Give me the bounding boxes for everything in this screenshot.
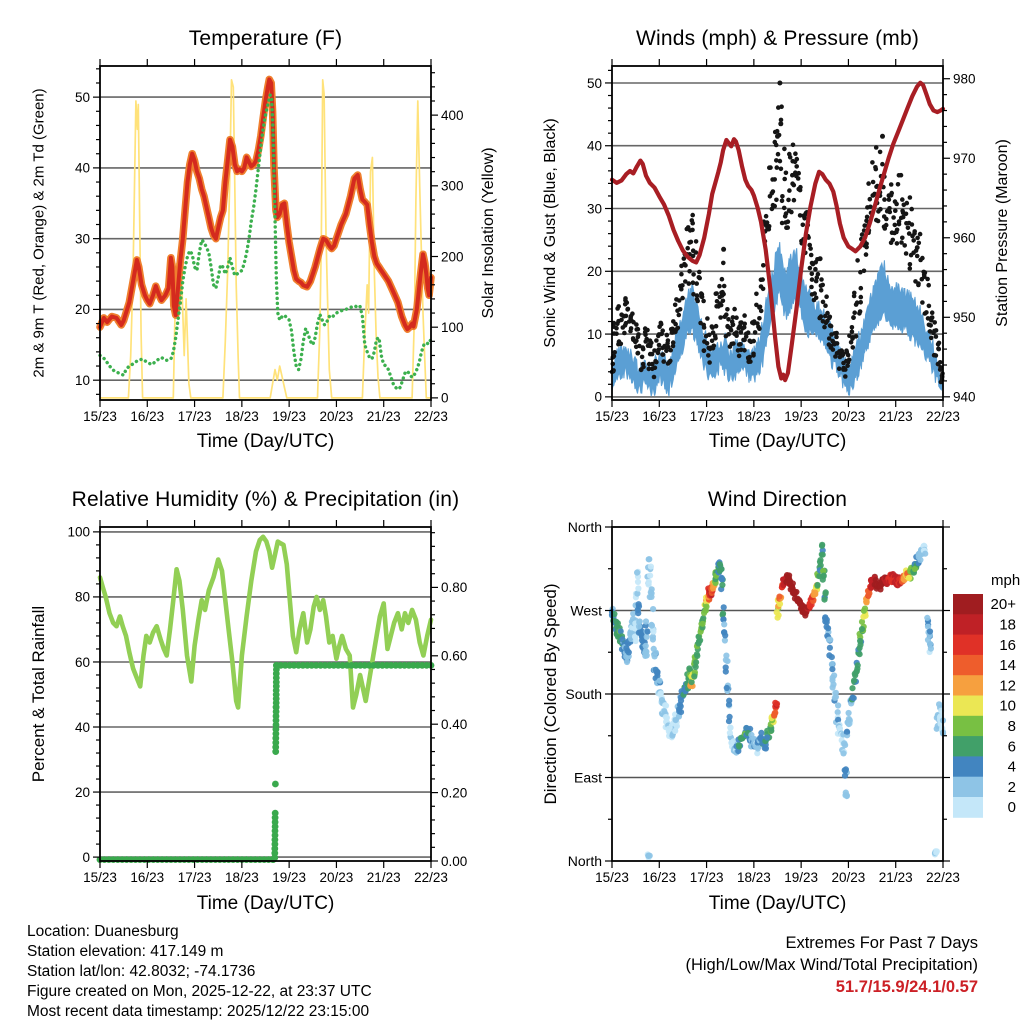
svg-text:40: 40 [74, 160, 90, 176]
svg-text:20/23: 20/23 [319, 870, 354, 885]
svg-text:16: 16 [999, 636, 1016, 654]
winds-pressure-panel [587, 59, 976, 424]
svg-text:19/23: 19/23 [784, 409, 818, 424]
svg-text:16/23: 16/23 [130, 870, 165, 885]
svg-text:20+: 20+ [990, 596, 1016, 614]
svg-text:21/23: 21/23 [366, 409, 401, 424]
svg-text:10: 10 [586, 326, 602, 342]
svg-text:17/23: 17/23 [689, 409, 724, 424]
extremes-values: 51.7/15.9/24.1/0.57 [835, 978, 978, 996]
precip-dots [97, 662, 435, 863]
svg-text:20/23: 20/23 [831, 870, 866, 885]
svg-text:16/23: 16/23 [642, 409, 677, 424]
svg-text:30: 30 [586, 201, 602, 217]
panel-title-winds-pressure: Winds (mph) & Pressure (mb) [635, 27, 920, 50]
speed-colorbar [953, 594, 1016, 818]
svg-text:0.60: 0.60 [441, 648, 468, 664]
svg-text:970: 970 [953, 151, 976, 166]
svg-text:21/23: 21/23 [878, 870, 913, 885]
station-info-block [27, 922, 372, 1022]
panel-title-humidity-precip: Relative Humidity (%) & Precipitation (in) [71, 488, 460, 511]
svg-text:100: 100 [67, 524, 90, 540]
svg-text:14: 14 [999, 657, 1016, 674]
humidity-line [100, 537, 431, 708]
svg-text:0.40: 0.40 [441, 717, 468, 732]
svg-text:15/23: 15/23 [595, 409, 629, 424]
svg-text:19/23: 19/23 [784, 870, 818, 885]
panel-title-wind-direction: Wind Direction [707, 488, 848, 511]
svg-text:960: 960 [953, 230, 976, 246]
svg-text:16/23: 16/23 [642, 870, 677, 885]
svg-text:17/23: 17/23 [177, 870, 212, 885]
dewpoint-line [100, 95, 431, 389]
svg-text:40: 40 [74, 719, 90, 735]
svg-text:8: 8 [1007, 717, 1016, 735]
extremes-block [602, 932, 978, 998]
svg-text:North: North [567, 519, 602, 535]
y-axis-title-humidity-left: Percent & Total Rainfall [29, 605, 48, 783]
svg-text:4: 4 [1007, 758, 1016, 776]
station-latlon: Station lat/lon: 42.8032; -74.1736 [27, 963, 256, 980]
svg-text:100: 100 [441, 320, 464, 335]
y-axis-title-direction-left: Direction (Colored By Speed) [541, 583, 560, 805]
svg-text:0: 0 [82, 849, 90, 865]
x-axis-title-p4: Time (Day/UTC) [708, 893, 847, 914]
svg-text:20: 20 [586, 264, 602, 280]
svg-text:0: 0 [1007, 799, 1016, 817]
svg-text:12: 12 [999, 677, 1016, 695]
svg-text:2: 2 [1007, 778, 1016, 796]
wind-direction-panel [565, 519, 1016, 885]
svg-text:940: 940 [953, 389, 976, 405]
svg-text:6: 6 [1007, 738, 1016, 756]
svg-text:17/23: 17/23 [689, 870, 724, 885]
svg-text:0: 0 [441, 390, 449, 406]
y-axis-title-solar-right: Solar Insolation (Yellow) [480, 147, 497, 319]
svg-text:0: 0 [594, 389, 602, 405]
svg-text:18/23: 18/23 [737, 870, 771, 885]
svg-text:50: 50 [586, 75, 602, 91]
svg-text:60: 60 [74, 654, 90, 670]
x-axis-title-p1: Time (Day/UTC) [196, 431, 335, 452]
svg-text:20/23: 20/23 [319, 409, 354, 424]
svg-text:400: 400 [441, 107, 464, 123]
svg-text:20: 20 [74, 784, 90, 800]
svg-text:West: West [570, 602, 602, 619]
extremes-title: Extremes For Past 7 Days [785, 934, 978, 952]
extremes-subtitle: (High/Low/Max Wind/Total Precipitation) [685, 956, 978, 974]
svg-text:16/23: 16/23 [130, 409, 165, 424]
direction-dots [609, 542, 946, 861]
svg-text:0.20: 0.20 [441, 785, 468, 801]
figure-created: Figure created on Mon, 2025-12-22, at 23:37 UTC [27, 983, 372, 1000]
svg-text:10: 10 [999, 697, 1016, 715]
svg-text:200: 200 [441, 249, 464, 265]
svg-text:20/23: 20/23 [831, 409, 866, 424]
humidity-precip-panel [67, 520, 467, 885]
colorbar-title: mph [991, 572, 1021, 589]
svg-text:18/23: 18/23 [225, 409, 259, 424]
svg-text:17/23: 17/23 [177, 409, 212, 424]
x-axis-title-p2: Time (Day/UTC) [708, 431, 847, 452]
x-axis-title-p3: Time (Day/UTC) [196, 893, 335, 914]
svg-text:North: North [567, 853, 602, 869]
svg-text:20: 20 [74, 302, 90, 318]
svg-text:South: South [565, 686, 602, 702]
station-location: Location: Duanesburg [27, 923, 179, 940]
svg-text:15/23: 15/23 [83, 870, 117, 885]
svg-text:22/23: 22/23 [926, 870, 960, 885]
y-axis-title-pressure-right: Station Pressure (Maroon) [994, 139, 1011, 327]
svg-text:950: 950 [953, 310, 976, 326]
svg-text:15/23: 15/23 [83, 409, 117, 424]
y-axis-title-wind-left: Sonic Wind & Gust (Blue, Black) [542, 118, 559, 348]
data-timestamp: Most recent data timestamp: 2025/12/22 23:15:00 [27, 1003, 370, 1020]
svg-text:18: 18 [999, 616, 1016, 634]
panel-title-temperature: Temperature (F) [188, 27, 343, 50]
svg-text:980: 980 [953, 71, 976, 87]
svg-text:21/23: 21/23 [366, 870, 401, 885]
temp-9m-line [100, 79, 431, 329]
svg-text:50: 50 [74, 89, 90, 105]
y-axis-title-temp-left: 2m & 9m T (Red, Orange) & 2m Td (Green) [30, 88, 48, 378]
svg-text:80: 80 [74, 589, 90, 605]
svg-text:0.80: 0.80 [441, 580, 468, 596]
svg-text:22/23: 22/23 [414, 409, 448, 424]
svg-text:19/23: 19/23 [272, 409, 306, 424]
temperature-panel [75, 59, 464, 424]
svg-text:19/23: 19/23 [272, 870, 306, 885]
svg-text:15/23: 15/23 [595, 870, 629, 885]
svg-text:East: East [573, 769, 602, 786]
svg-text:22/23: 22/23 [414, 870, 448, 885]
svg-text:0.00: 0.00 [441, 853, 468, 869]
svg-text:10: 10 [74, 373, 90, 388]
sonic-wind-band [612, 242, 942, 396]
svg-text:18/23: 18/23 [225, 870, 259, 885]
svg-text:22/23: 22/23 [926, 409, 960, 424]
svg-text:18/23: 18/23 [737, 409, 771, 424]
station-elevation: Station elevation: 417.149 m [27, 943, 224, 960]
svg-text:300: 300 [441, 178, 464, 194]
svg-text:21/23: 21/23 [878, 409, 913, 424]
svg-text:40: 40 [586, 138, 602, 154]
svg-text:30: 30 [74, 231, 90, 247]
